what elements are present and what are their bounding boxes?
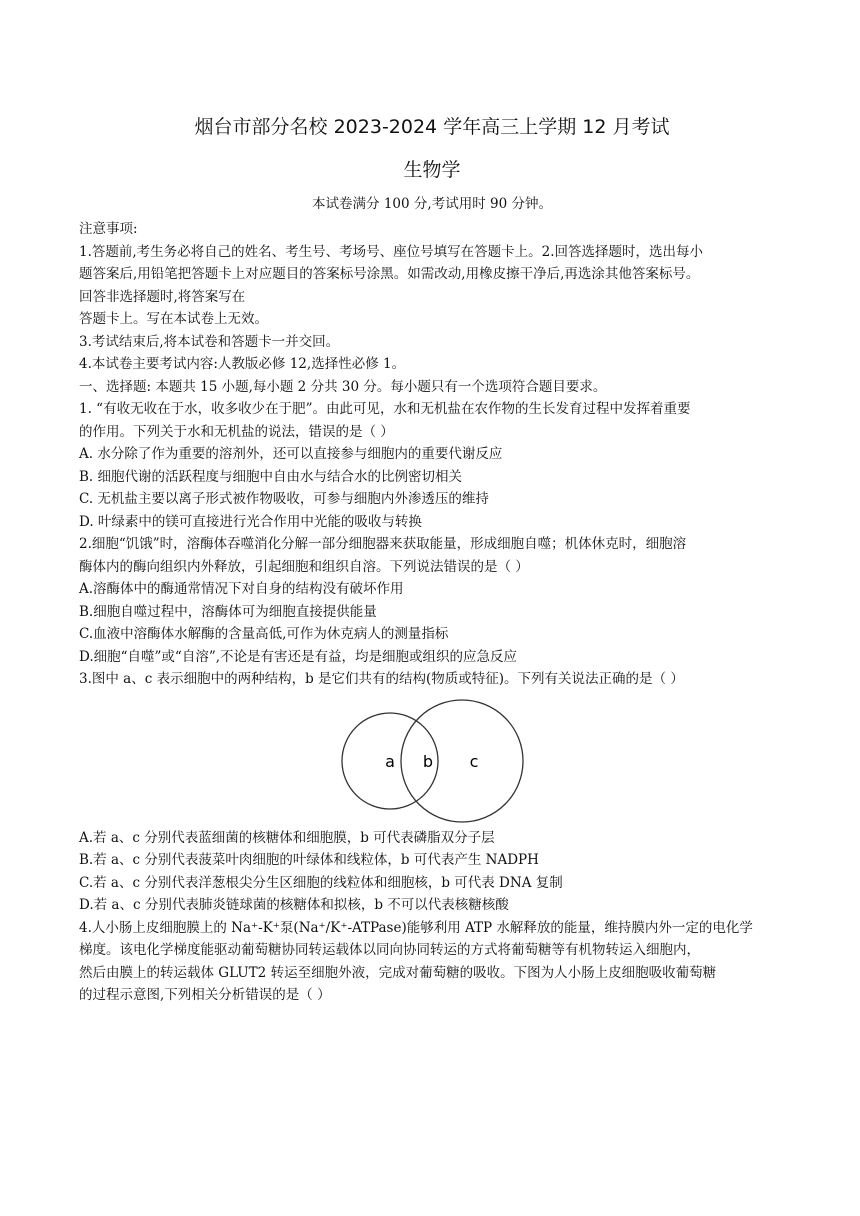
venn-label-c: c [469, 751, 479, 771]
venn-diagram [79, 695, 785, 823]
venn-label-a: a [385, 751, 395, 771]
question-2-option-a: A.溶酶体中的酶通常情况下对自身的结构没有破坏作用 [79, 581, 404, 597]
venn-circle-c [401, 700, 523, 822]
notes-line: 3.考试结束后,将本试卷和答题卡一并交回。 [79, 333, 340, 350]
exam-content [79, 112, 785, 1007]
notes-line: 4.本试卷主要考试内容:人教版必修 12,选择性必修 1。 [79, 356, 406, 372]
venn-label-b: b [422, 751, 434, 771]
exam-meta: 本试卷满分 100 分,考试用时 90 分钟。 [312, 196, 552, 212]
question-4-stem: 的过程示意图,下列相关分析错误的是（ ） [79, 987, 331, 1003]
question-2-option-c: C.血液中溶酶体水解酶的含量高低,可作为休克病人的测量指标 [79, 626, 449, 642]
notes-line: 回答非选择题时,将答案写在 [79, 288, 246, 305]
question-1-stem: 的作用。下列关于水和无机盐的说法，错误的是（ ） [79, 423, 394, 440]
question-1-option-a: A. 水分除了作为重要的溶剂外，还可以直接参与细胞内的重要代谢反应 [79, 446, 503, 462]
notes-line: 1.答题前,考生务必将自己的姓名、考生号、考场号、座位号填写在答题卡上。2.回答选择题时，选出每小 [79, 243, 704, 260]
question-4-stem: 然后由膜上的转运载体 GLUT2 转运至细胞外液，完成对葡萄糖的吸收。下图为人小肠上皮细胞吸收葡萄糖 [79, 964, 717, 981]
question-3-option-a: A.若 a、c 分别代表蓝细菌的核糖体和细胞膜，b 可代表磷脂双分子层 [79, 829, 495, 846]
question-2-stem: 2.细胞“饥饿”时，溶酶体吞噬消化分解一部分细胞器来获取能量，形成细胞自噬；机体休克时，细胞溶 [79, 536, 687, 552]
question-4-stem: 4.人小肠上皮细胞膜上的 Na⁺-K⁺泵(Na⁺/K⁺-ATPase)能够利用 ATP 水解释放的能量，维持膜内外一定的电化学 [79, 919, 753, 936]
exam-subject: 生物学 [403, 159, 461, 181]
question-3-stem: 3.图中 a、c 表示细胞中的两种结构，b 是它们共有的结构(物质或特征)。下列有关说法正确的是（ ） [79, 671, 684, 687]
notes-line: 答题卡上。写在本试卷上无效。 [79, 311, 268, 327]
question-2-option-b: B.细胞自噬过程中，溶酶体可为细胞直接提供能量 [79, 603, 377, 620]
section-heading: 一、选择题: 本题共 15 小题,每小题 2 分共 30 分。每小题只有一个选项符合题目要求。 [79, 378, 607, 395]
notes-heading: 注意事项: [79, 221, 138, 237]
question-2-option-d: D.细胞“自噬”或“自溶”,不论是有害还是有益，均是细胞或组织的应急反应 [79, 648, 518, 665]
question-3-option-c: C.若 a、c 分别代表洋葱根尖分生区细胞的线粒体和细胞核，b 可代表 DNA 复制 [79, 874, 563, 891]
question-1-option-b: B. 细胞代谢的活跃程度与细胞中自由水与结合水的比例密切相关 [79, 468, 463, 485]
question-3-option-d: D.若 a、c 分别代表肺炎链球菌的核糖体和拟核，b 不可以代表核糖核酸 [79, 897, 509, 913]
question-3-option-b: B.若 a、c 分别代表菠菜叶肉细胞的叶绿体和线粒体，b 可代表产生 NADPH [79, 852, 539, 868]
exam-title: 烟台市部分名校 2023-2024 学年高三上学期 12 月考试 [194, 116, 670, 138]
notes-line: 题答案后,用铅笔把答题卡上对应题目的答案标号涂黑。如需改动,用橡皮擦干净后,再选涂其他答案标号。 [79, 266, 700, 282]
question-1-stem: 1. “有收无收在于水，收多收少在于肥”。由此可见，水和无机盐在农作物的生长发育过程中发挥着重要 [79, 401, 691, 417]
question-1-option-d: D. 叶绿素中的镁可直接进行光合作用中光能的吸收与转换 [79, 513, 422, 530]
question-4-stem: 梯度。该电化学梯度能驱动葡萄糖协同转运载体以同向协同转运的方式将葡萄糖等有机物转运入细胞内， [79, 942, 700, 958]
question-2-stem: 酶体内的酶向组织内外释放，引起细胞和组织自溶。下列说法错误的是（ ） [79, 558, 529, 575]
question-1-option-c: C. 无机盐主要以离子形式被作物吸收，可参与细胞内外渗透压的维持 [79, 491, 489, 507]
